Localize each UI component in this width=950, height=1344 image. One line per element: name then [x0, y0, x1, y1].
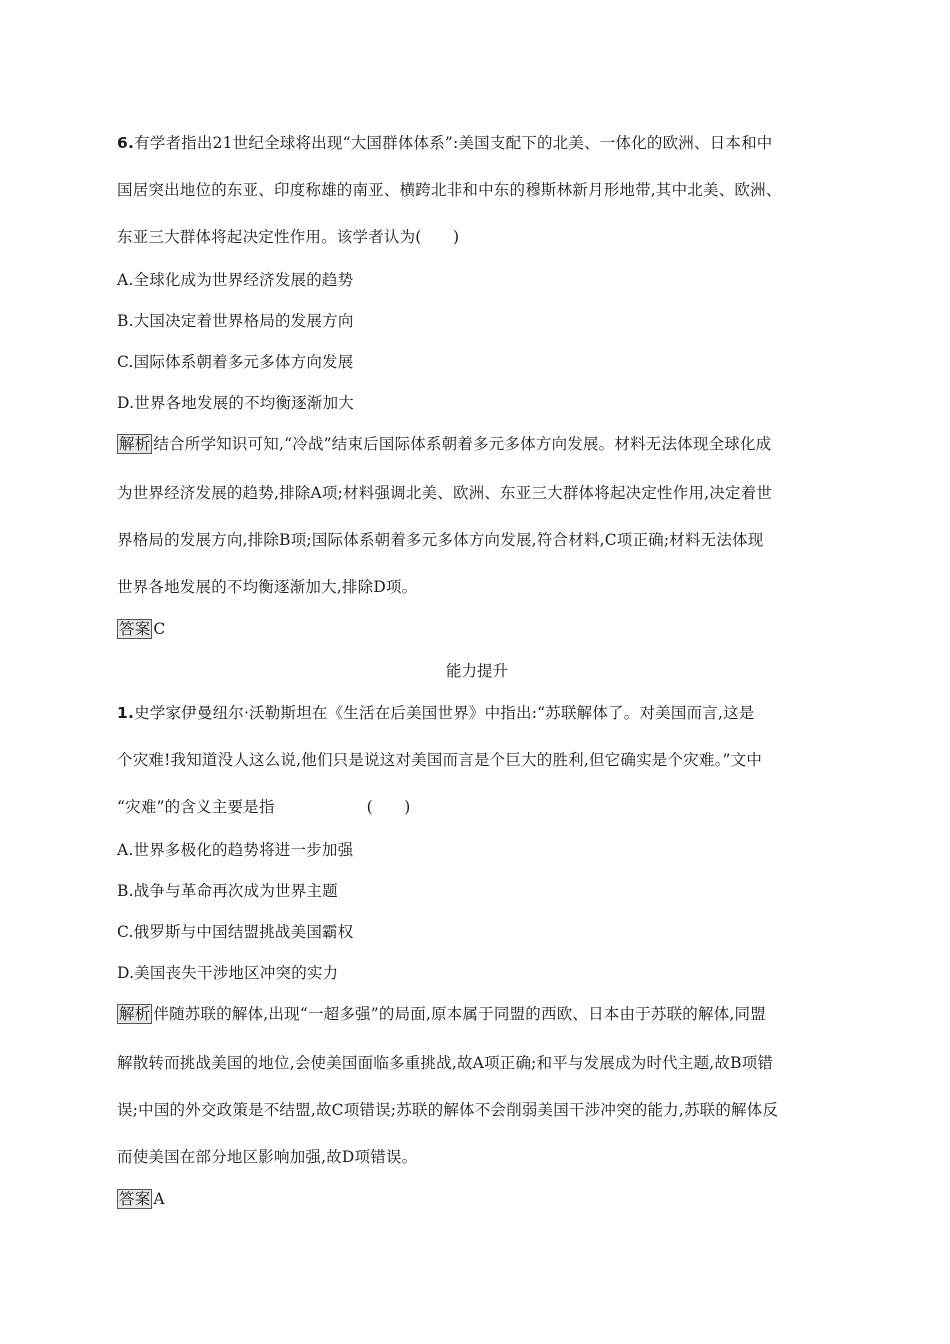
- q6-analysis-line-4: 世界各地发展的不均衡逐渐加大,排除D项。: [117, 578, 418, 596]
- q1-answer-value: A: [153, 1190, 165, 1208]
- q1-stem-line-3: [117, 797, 410, 817]
- q1-analysis-line-2: 解散转而挑战美国的地位,会使美国面临多重挑战,故A项正确;和平与发展成为时代主题,故B项错: [117, 1054, 774, 1072]
- q6-answer-label: 答案: [119, 620, 151, 638]
- q6-option-c: C.国际体系朝着多元多体方向发展: [117, 353, 354, 371]
- q1-answer-line: [117, 1189, 165, 1209]
- q1-stem-line-2: 个灾难!我知道没人这么说,他们只是说这对美国而言是个巨大的胜利,但它确实是个灾难。”文中: [117, 751, 763, 769]
- q6-analysis-label: 解析: [119, 435, 151, 453]
- q1-number: 1.: [117, 704, 135, 722]
- q1-stem-text: 史学家伊曼纽尔·沃勒斯坦在《生活在后美国世界》中指出:“苏联解体了。对美国而言,这是: [134, 704, 755, 722]
- q1-analysis-line-3: 误;中国的外交政策是不结盟,故C项错误;苏联的解体不会削弱美国干涉冲突的能力,苏联的解体反: [117, 1101, 779, 1119]
- q6-analysis-text: 结合所学知识可知,“冷战”结束后国际体系朝着多元多体方向发展。材料无法体现全球化成: [153, 435, 772, 453]
- q6-stem-line-1: [117, 133, 772, 153]
- q6-analysis-line-3: 界格局的发展方向,排除B项;国际体系朝着多元多体方向发展,符合材料,C项正确;材料无法体现: [117, 531, 764, 549]
- q1-option-b: B.战争与革命再次成为世界主题: [117, 882, 338, 900]
- q1-stem-text-3: “灾难”的含义主要是指: [117, 798, 275, 816]
- q6-answer-value: C: [153, 620, 166, 638]
- section-title: 能力提升: [445, 662, 508, 680]
- q1-analysis-line-4: 而使美国在部分地区影响加强,故D项错误。: [117, 1148, 418, 1166]
- q1-analysis-line-1: [117, 1004, 766, 1024]
- q1-option-d: D.美国丧失干涉地区冲突的实力: [117, 964, 339, 982]
- q6-stem-line-3: 东亚三大群体将起决定性作用。该学者认为( ): [117, 228, 460, 246]
- q6-option-b: B.大国决定着世界格局的发展方向: [117, 312, 354, 330]
- q6-stem-text: 有学者指出21世纪全球将出现“大国群体体系”:美国支配下的北美、一体化的欧洲、日本和中: [134, 134, 773, 152]
- q6-analysis-line-2: 为世界经济发展的趋势,排除A项;材料强调北美、欧洲、东亚三大群体将起决定性作用,决定着世: [117, 484, 773, 502]
- q1-option-a: A.世界多极化的趋势将进一步加强: [117, 841, 354, 859]
- q1-option-c: C.俄罗斯与中国结盟挑战美国霸权: [117, 923, 354, 941]
- q6-stem-line-2: 国居突出地位的东亚、印度称雄的南亚、横跨北非和中东的穆斯林新月形地带,其中北美、欧洲、: [117, 181, 782, 199]
- q6-option-d: D.世界各地发展的不均衡逐渐加大: [117, 394, 355, 412]
- q1-answer-paren: ( ): [366, 798, 411, 816]
- q6-number: 6.: [117, 134, 135, 152]
- q6-option-a: A.全球化成为世界经济发展的趋势: [117, 271, 354, 289]
- q6-analysis-line-1: [117, 434, 771, 454]
- q1-analysis-text: 伴随苏联的解体,出现“一超多强”的局面,原本属于同盟的西欧、日本由于苏联的解体,同盟: [153, 1005, 766, 1023]
- q1-stem-line-1: [117, 703, 754, 723]
- q1-analysis-label: 解析: [119, 1005, 151, 1023]
- q6-answer-line: [117, 619, 165, 639]
- q1-answer-label: 答案: [119, 1190, 151, 1208]
